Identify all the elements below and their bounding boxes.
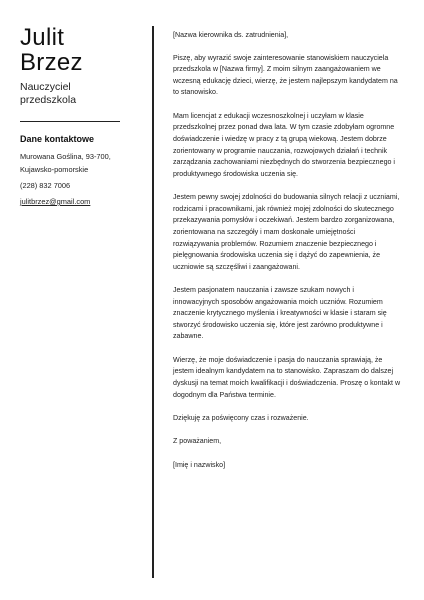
letter-paragraph: Jestem pasjonatem nauczania i zawsze szukam nowych i innowacyjnych sposobów angażowania moich uczniów. Rozumiem znaczenie krytycznego myślenia i kreatywności w klasie i staram się stworzyć środowisko uczenia się, które jest zarówno produktywne i zabawne.	[173, 286, 387, 341]
job-title-line: Nauczyciel	[20, 81, 71, 93]
vertical-divider	[152, 26, 154, 578]
sidebar-divider	[20, 121, 120, 122]
phone: (228) 832 7006	[20, 181, 71, 190]
salutation: [Nazwa kierownika ds. zatrudnienia],	[173, 31, 289, 39]
address-line: Kujawsko-pomorskie	[20, 165, 89, 174]
address-line: Murowana Goślina, 93-700,	[20, 152, 111, 161]
letter-paragraph: Wierzę, że moje doświadczenie i pasja do nauczania sprawiają, że jestem idealnym kandydatem na to stanowisko. Zapraszam do dalszej dyskusji na temat moich kwalifikacji i doświadczenia. Proszę o kontakt w dogodnym dla Państwa terminie.	[173, 355, 401, 399]
job-title-line: przedszkola	[20, 94, 77, 106]
sidebar	[20, 26, 130, 208]
letter-paragraph: Piszę, aby wyrazić swoje zainteresowanie stanowiskiem nauczyciela przedszkola w [Nazwa firmy]. Z moim silnym zaangażowaniem we wczesną edukację dzieci, wierzę, że jestem najlepszym kandydatem na to stanowisko.	[173, 53, 398, 97]
letter-paragraph: Jestem pewny swojej zdolności do budowania silnych relacji z uczniami, rodzicami i pracownikami, jak również mojej zdolności do skutecznego przekazywania pomysłów i oczekiwań. Jestem bardzo zorganizowana, zorientowana na szczegóły i mam doskonałe umiejętności rozwiązywania problemów. Rozumiem znaczenie bezpiecznego i pielęgnowania środowiska uczenia się i dążyć do zapewnienia, że uczniowie są szczęśliwi i zaangażowani.	[173, 193, 400, 271]
job-title	[20, 81, 130, 107]
signature-name: [Imię i nazwisko]	[173, 460, 226, 469]
letter-body	[173, 30, 401, 483]
letter-paragraph: Mam licencjat z edukacji wczesnoszkolnej i uczyłam w klasie przedszkolnej przez ponad dwa lata. W tym czasie zdobyłam ogromne doświadczenie i wiedzę w pracy z tą grupą wiekową. Jestem dobrze zorientowany w programie nauczania, rozwojowych działań i technik zarządzania zachowaniami niezbędnych do stworzenia bezpiecznego i produktywnego środowiska uczenia się.	[173, 111, 396, 178]
last-name: Brzez	[20, 49, 83, 76]
first-name: Julit	[20, 24, 65, 51]
email-link[interactable]: julitbrzez@gmail.com	[20, 197, 91, 206]
thanks-line: Dziękuję za poświęcony czas i rozważenie.	[173, 414, 309, 423]
contact-heading: Dane kontaktowe	[20, 134, 95, 144]
closing: Z poważaniem,	[173, 437, 222, 446]
